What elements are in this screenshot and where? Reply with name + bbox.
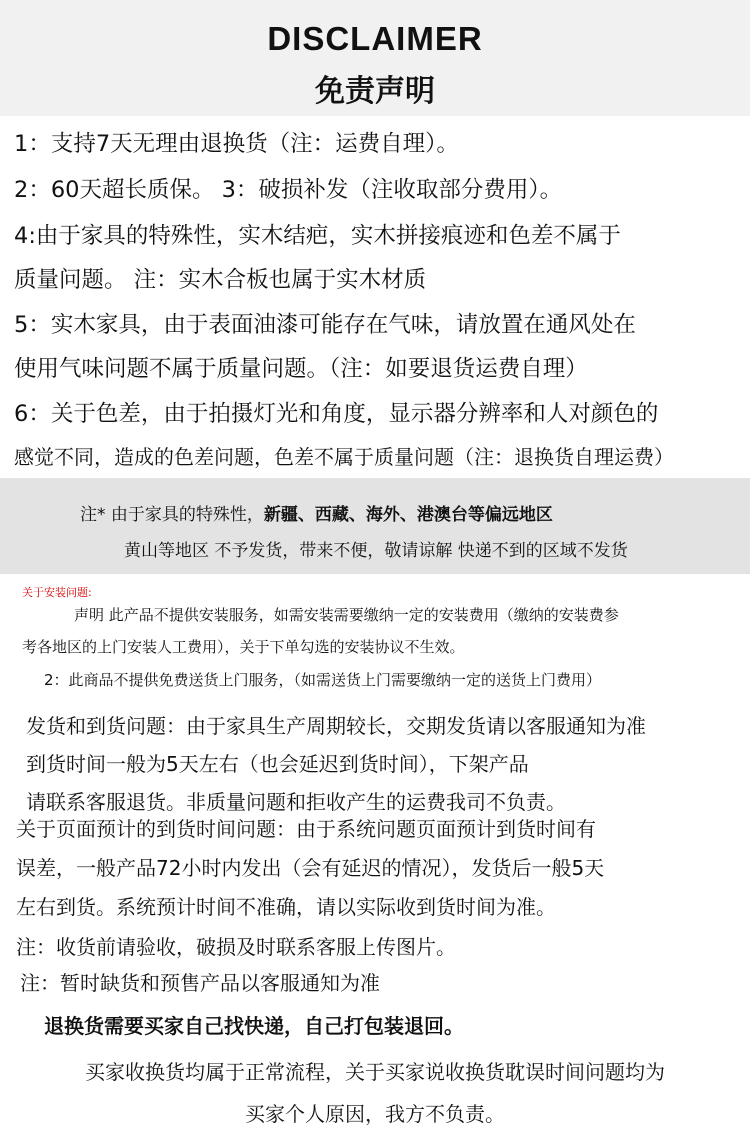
- notice-line2: 黄山等地区 不予发货，带来不便，敬请谅解 快递不到的区域不发货: [124, 541, 628, 561]
- install-heading: 关于安装问题:: [22, 586, 92, 599]
- delivery-line6: 左右到货。系统预计时间不准确，请以实际收到货时间为准。: [16, 895, 556, 919]
- return-policy-line1: 买家收换货均属于正常流程，关于买家说收换货耽误时间问题均为: [85, 1060, 665, 1084]
- term-4-line1: 4:由于家具的特殊性，实木结疤，实木拼接痕迹和色差不属于: [14, 223, 621, 249]
- delivery-line5: 误差，一般产品72小时内发出（会有延迟的情况），发货后一般5天: [16, 856, 605, 880]
- install-para2: 2：此商品不提供免费送货上门服务，（如需送货上门需要缴纳一定的送货上门费用）: [44, 671, 602, 689]
- notice-line1: [80, 500, 553, 525]
- notice-regions: 新疆、西藏、海外、港澳台等偏远地区: [263, 505, 553, 525]
- term-4-line2: 质量问题。 注：实木合板也属于实木材质: [14, 267, 427, 293]
- delivery-note2: 注：暂时缺货和预售产品以客服通知为准: [20, 971, 380, 995]
- term-1: 1：支持7天无理由退换货（注：运费自理）。: [14, 131, 459, 157]
- header-banner: [0, 0, 750, 116]
- delivery-line1: 发货和到货问题：由于家具生产周期较长，交期发货请以客服通知为准: [26, 714, 646, 738]
- install-para1-line2: 考各地区的上门安装人工费用），关于下单勾选的安装协议不生效。: [22, 638, 465, 656]
- delivery-note1: 注：收货前请验收，破损及时联系客服上传图片。: [16, 935, 456, 959]
- remote-area-notice: [0, 478, 750, 574]
- notice-prefix: 注* 由于家具的特殊性，: [80, 505, 264, 525]
- title-chinese: 免责声明: [315, 74, 435, 109]
- term-2-3: 2：60天超长质保。 3：破损补发（注收取部分费用）。: [14, 177, 563, 203]
- term-6-line1: 6：关于色差，由于拍摄灯光和角度，显示器分辨率和人对颜色的: [14, 401, 659, 427]
- delivery-line2: 到货时间一般为5天左右（也会延迟到货时间），下架产品: [26, 752, 529, 776]
- title-english: DISCLAIMER: [267, 20, 483, 57]
- term-5-line1: 5：实木家具，由于表面油漆可能存在气味，请放置在通风处在: [14, 312, 636, 338]
- install-para1-line1: 声明 此产品不提供安装服务，如需安装需要缴纳一定的安装费用（缴纳的安装费参: [74, 606, 619, 624]
- return-instruction: 退换货需要买家自己找快递，自己打包装退回。: [44, 1014, 464, 1038]
- term-5-line2: 使用气味问题不属于质量问题。（注：如要退货运费自理）: [14, 356, 588, 382]
- delivery-line4: 关于页面预计的到货时间问题：由于系统问题页面预计到货时间有: [16, 817, 596, 841]
- delivery-line3: 请联系客服退货。非质量问题和拒收产生的运费我司不负责。: [26, 790, 566, 814]
- term-6-line2: 感觉不同，造成的色差问题，色差不属于质量问题（注：退换货自理运费）: [14, 445, 674, 469]
- return-policy-line2: 买家个人原因，我方不负责。: [245, 1102, 505, 1126]
